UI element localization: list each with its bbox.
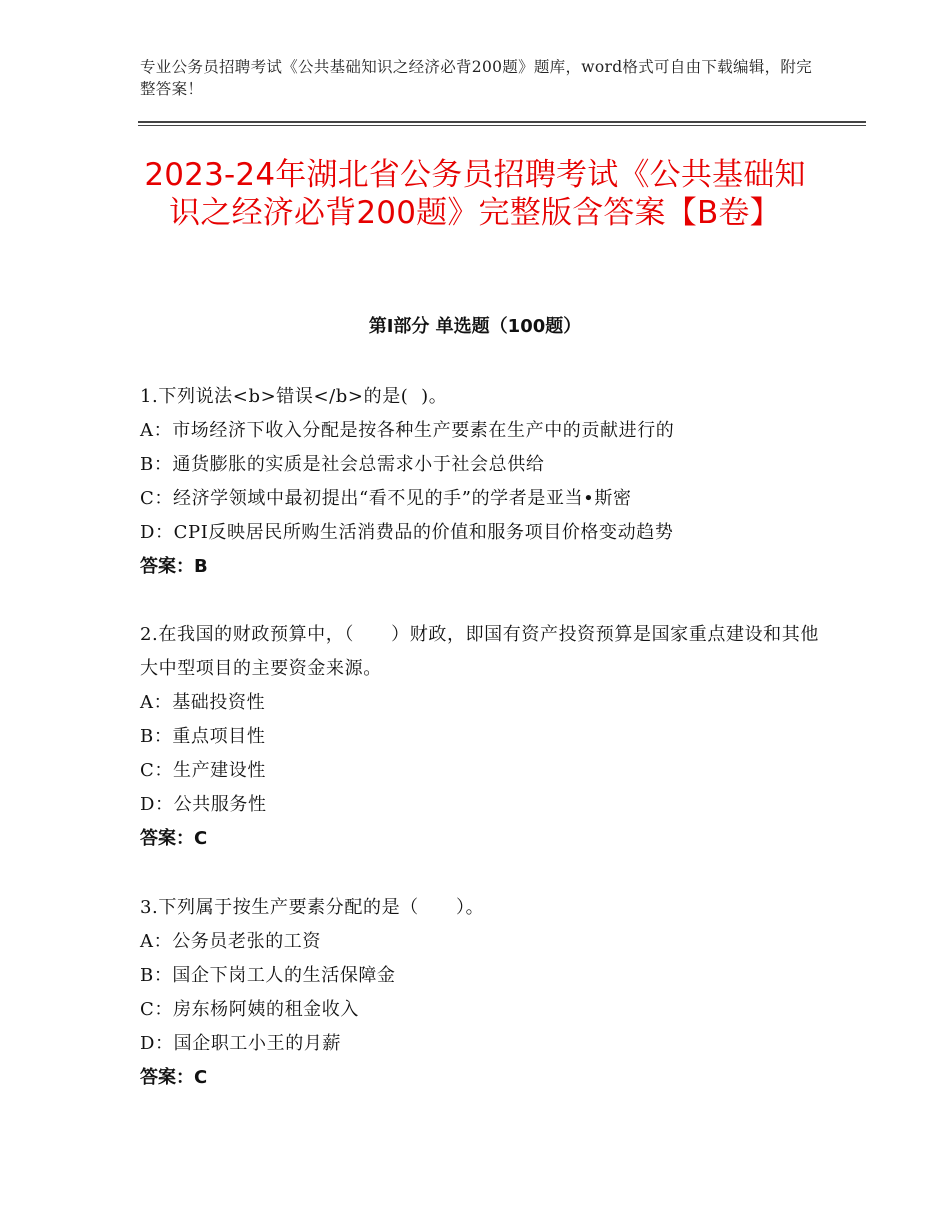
option-c: C：经济学领域中最初提出“看不见的手”的学者是亚当•斯密 bbox=[140, 488, 632, 509]
answer: 答案：C bbox=[140, 828, 208, 849]
section-heading: 第Ⅰ部分 单选题（100题） bbox=[368, 316, 582, 337]
question-stem: 3.下列属于按生产要素分配的是（ ）。 bbox=[140, 897, 485, 918]
option-a: A：基础投资性 bbox=[140, 692, 266, 713]
option-d: D：CPI反映居民所购生活消费品的价值和服务项目价格变动趋势 bbox=[140, 522, 674, 543]
header-rule-thin bbox=[138, 125, 866, 126]
question-1 bbox=[140, 380, 820, 584]
option-d: D：国企职工小王的月薪 bbox=[140, 1033, 342, 1054]
option-a: A：市场经济下收入分配是按各种生产要素在生产中的贡献进行的 bbox=[140, 420, 675, 441]
answer: 答案：B bbox=[140, 556, 208, 577]
header-note: 专业公务员招聘考试《公共基础知识之经济必背200题》题库，word格式可自由下载编辑，附完整答案！ bbox=[140, 58, 813, 98]
question-stem: 1.下列说法<b>错误</b>的是( )。 bbox=[140, 386, 448, 407]
question-stem: 2.在我国的财政预算中，（ ）财政，即国有资产投资预算是国家重点建设和其他大中型项目的主要资金来源。 bbox=[140, 624, 819, 679]
option-d: D：公共服务性 bbox=[140, 794, 267, 815]
option-b: B：国企下岗工人的生活保障金 bbox=[140, 965, 396, 986]
question-2 bbox=[140, 618, 820, 856]
option-c: C：生产建设性 bbox=[140, 760, 266, 781]
option-b: B：通货膨胀的实质是社会总需求小于社会总供给 bbox=[140, 454, 545, 475]
option-a: A：公务员老张的工资 bbox=[140, 931, 321, 952]
header-rule-thick bbox=[138, 121, 866, 123]
answer: 答案：C bbox=[140, 1067, 208, 1088]
document-title: 2023-24年湖北省公务员招聘考试《公共基础知识之经济必背200题》完整版含答案【B卷】 bbox=[144, 157, 806, 231]
option-b: B：重点项目性 bbox=[140, 726, 266, 747]
option-c: C：房东杨阿姨的租金收入 bbox=[140, 999, 359, 1020]
question-3 bbox=[140, 891, 820, 1095]
